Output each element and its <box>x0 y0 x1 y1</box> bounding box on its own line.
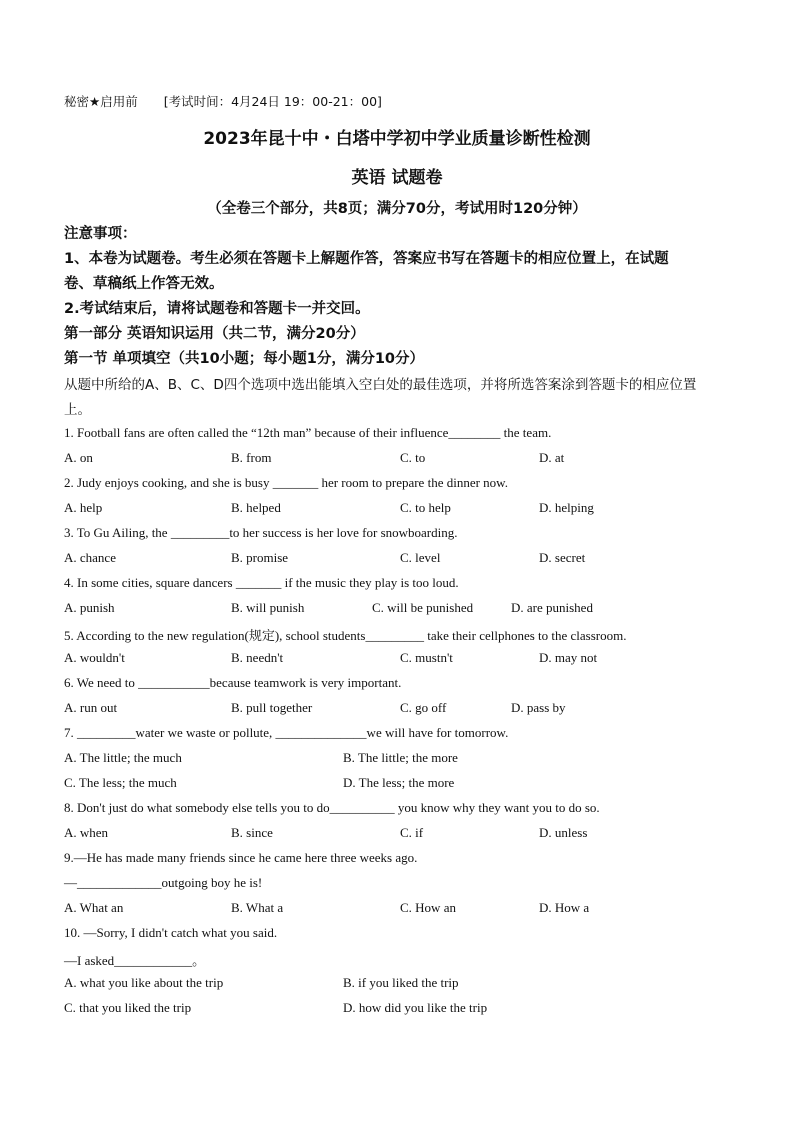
question-3-option-d[interactable]: D. secret <box>539 550 586 565</box>
question-2-option-c[interactable]: C. to help <box>400 500 451 515</box>
question-4-option-c[interactable]: C. will be punished <box>372 600 474 615</box>
question-6-option-d[interactable]: D. pass by <box>511 700 566 715</box>
section1-title: 第一节 单项填空（共10小题；每小题1分，满分10分） <box>64 351 424 367</box>
question-3-option-c[interactable]: C. level <box>400 550 441 565</box>
question-9-stem: 9.—He has made many friends since he came here three weeks ago. <box>64 850 418 865</box>
question-10-option-a[interactable]: A. what you like about the trip <box>64 975 224 990</box>
question-7-option-c[interactable]: C. The less; the much <box>64 775 177 790</box>
question-8-stem: 8. Don't just do what somebody else tells you to do__________ you know why they want you to do so. <box>64 800 600 815</box>
instruction-line-2: 上。 <box>64 402 91 418</box>
question-10-stem-reply: —I asked____________。 <box>64 953 206 968</box>
secret-label: 秘密★启用前 <box>64 94 138 109</box>
question-3-option-b[interactable]: B. promise <box>231 550 289 565</box>
question-8-option-a[interactable]: A. when <box>64 825 109 840</box>
question-2-option-d[interactable]: D. helping <box>539 500 594 515</box>
question-1-stem: 1. Football fans are often called the “12th man” because of their influence________ the team. <box>64 425 552 440</box>
question-4-stem: 4. In some cities, square dancers _______ if the music they play is too loud. <box>64 575 459 590</box>
question-1-option-b[interactable]: B. from <box>231 450 272 465</box>
question-9-option-b[interactable]: B. What a <box>231 900 284 915</box>
question-7-stem: 7. _________water we waste or pollute, ______________we will have for tomorrow. <box>64 725 509 740</box>
question-4-option-a[interactable]: A. punish <box>64 600 115 615</box>
notes-item-1-line-1: 1、本卷为试题卷。考生必须在答题卡上解题作答，答案应书写在答题卡的相应位置上，在试题 <box>64 251 669 267</box>
question-6-option-b[interactable]: B. pull together <box>231 700 313 715</box>
question-5-option-b[interactable]: B. needn't <box>231 650 284 665</box>
question-10-option-b[interactable]: B. if you liked the trip <box>343 975 459 990</box>
question-8-option-d[interactable]: D. unless <box>539 825 588 840</box>
question-6-option-a[interactable]: A. run out <box>64 700 118 715</box>
question-9-option-a[interactable]: A. What an <box>64 900 124 915</box>
question-5-stem: 5. According to the new regulation(规定), school students_________ take their cellphones to the classroom. <box>64 628 627 643</box>
notes-item-1-line-2: 卷、草稿纸上作答无效。 <box>64 276 224 292</box>
question-1-option-c[interactable]: C. to <box>400 450 426 465</box>
question-3-stem: 3. To Gu Ailing, the _________to her success is her love for snowboarding. <box>64 525 458 540</box>
question-4-option-d[interactable]: D. are punished <box>511 600 593 615</box>
question-5-option-a[interactable]: A. wouldn't <box>64 650 125 665</box>
question-4-option-b[interactable]: B. will punish <box>231 600 305 615</box>
question-7-option-a[interactable]: A. The little; the much <box>64 750 182 765</box>
question-5-option-d[interactable]: D. may not <box>539 650 598 665</box>
question-9-stem-reply: —_____________outgoing boy he is! <box>64 875 263 890</box>
notes-item-2: 2.考试结束后，请将试题卷和答题卡一并交回。 <box>64 301 370 317</box>
question-10-option-c[interactable]: C. that you liked the trip <box>64 1000 192 1015</box>
question-1-option-d[interactable]: D. at <box>539 450 565 465</box>
notes-heading: 注意事项： <box>64 226 137 242</box>
question-7-option-b[interactable]: B. The little; the more <box>343 750 458 765</box>
question-6-stem: 6. We need to ___________because teamwork is very important. <box>64 675 402 690</box>
exam-subtitle: 英语 试题卷 <box>351 168 443 188</box>
question-1-option-a[interactable]: A. on <box>64 450 93 465</box>
question-2-option-b[interactable]: B. helped <box>231 500 281 515</box>
question-9-option-d[interactable]: D. How a <box>539 900 590 915</box>
question-5-option-c[interactable]: C. mustn't <box>400 650 453 665</box>
question-10-stem: 10. —Sorry, I didn't catch what you said. <box>64 925 278 940</box>
question-10-option-d[interactable]: D. how did you like the trip <box>343 1000 488 1015</box>
exam-info: （全卷三个部分，共8页；满分70分，考试用时120分钟） <box>207 201 587 217</box>
exam-title: 2023年昆十中・白塔中学初中学业质量诊断性检测 <box>203 129 591 149</box>
exam-time: [考试时间：4月24日 19：00-21：00] <box>163 94 382 109</box>
question-8-option-b[interactable]: B. since <box>231 825 273 840</box>
question-2-stem: 2. Judy enjoys cooking, and she is busy _______ her room to prepare the dinner now. <box>64 475 508 490</box>
instruction-line-1: 从题中所给的A、B、C、D四个选项中选出能填入空白处的最佳选项，并将所选答案涂到答题卡的相应位置 <box>64 377 697 393</box>
question-9-option-c[interactable]: C. How an <box>400 900 456 915</box>
question-7-option-d[interactable]: D. The less; the more <box>343 775 455 790</box>
question-6-option-c[interactable]: C. go off <box>400 700 447 715</box>
header-line <box>64 92 382 110</box>
part1-title: 第一部分 英语知识运用（共二节，满分20分） <box>64 326 365 342</box>
question-8-option-c[interactable]: C. if <box>400 825 424 840</box>
question-3-option-a[interactable]: A. chance <box>64 550 116 565</box>
question-2-option-a[interactable]: A. help <box>64 500 103 515</box>
